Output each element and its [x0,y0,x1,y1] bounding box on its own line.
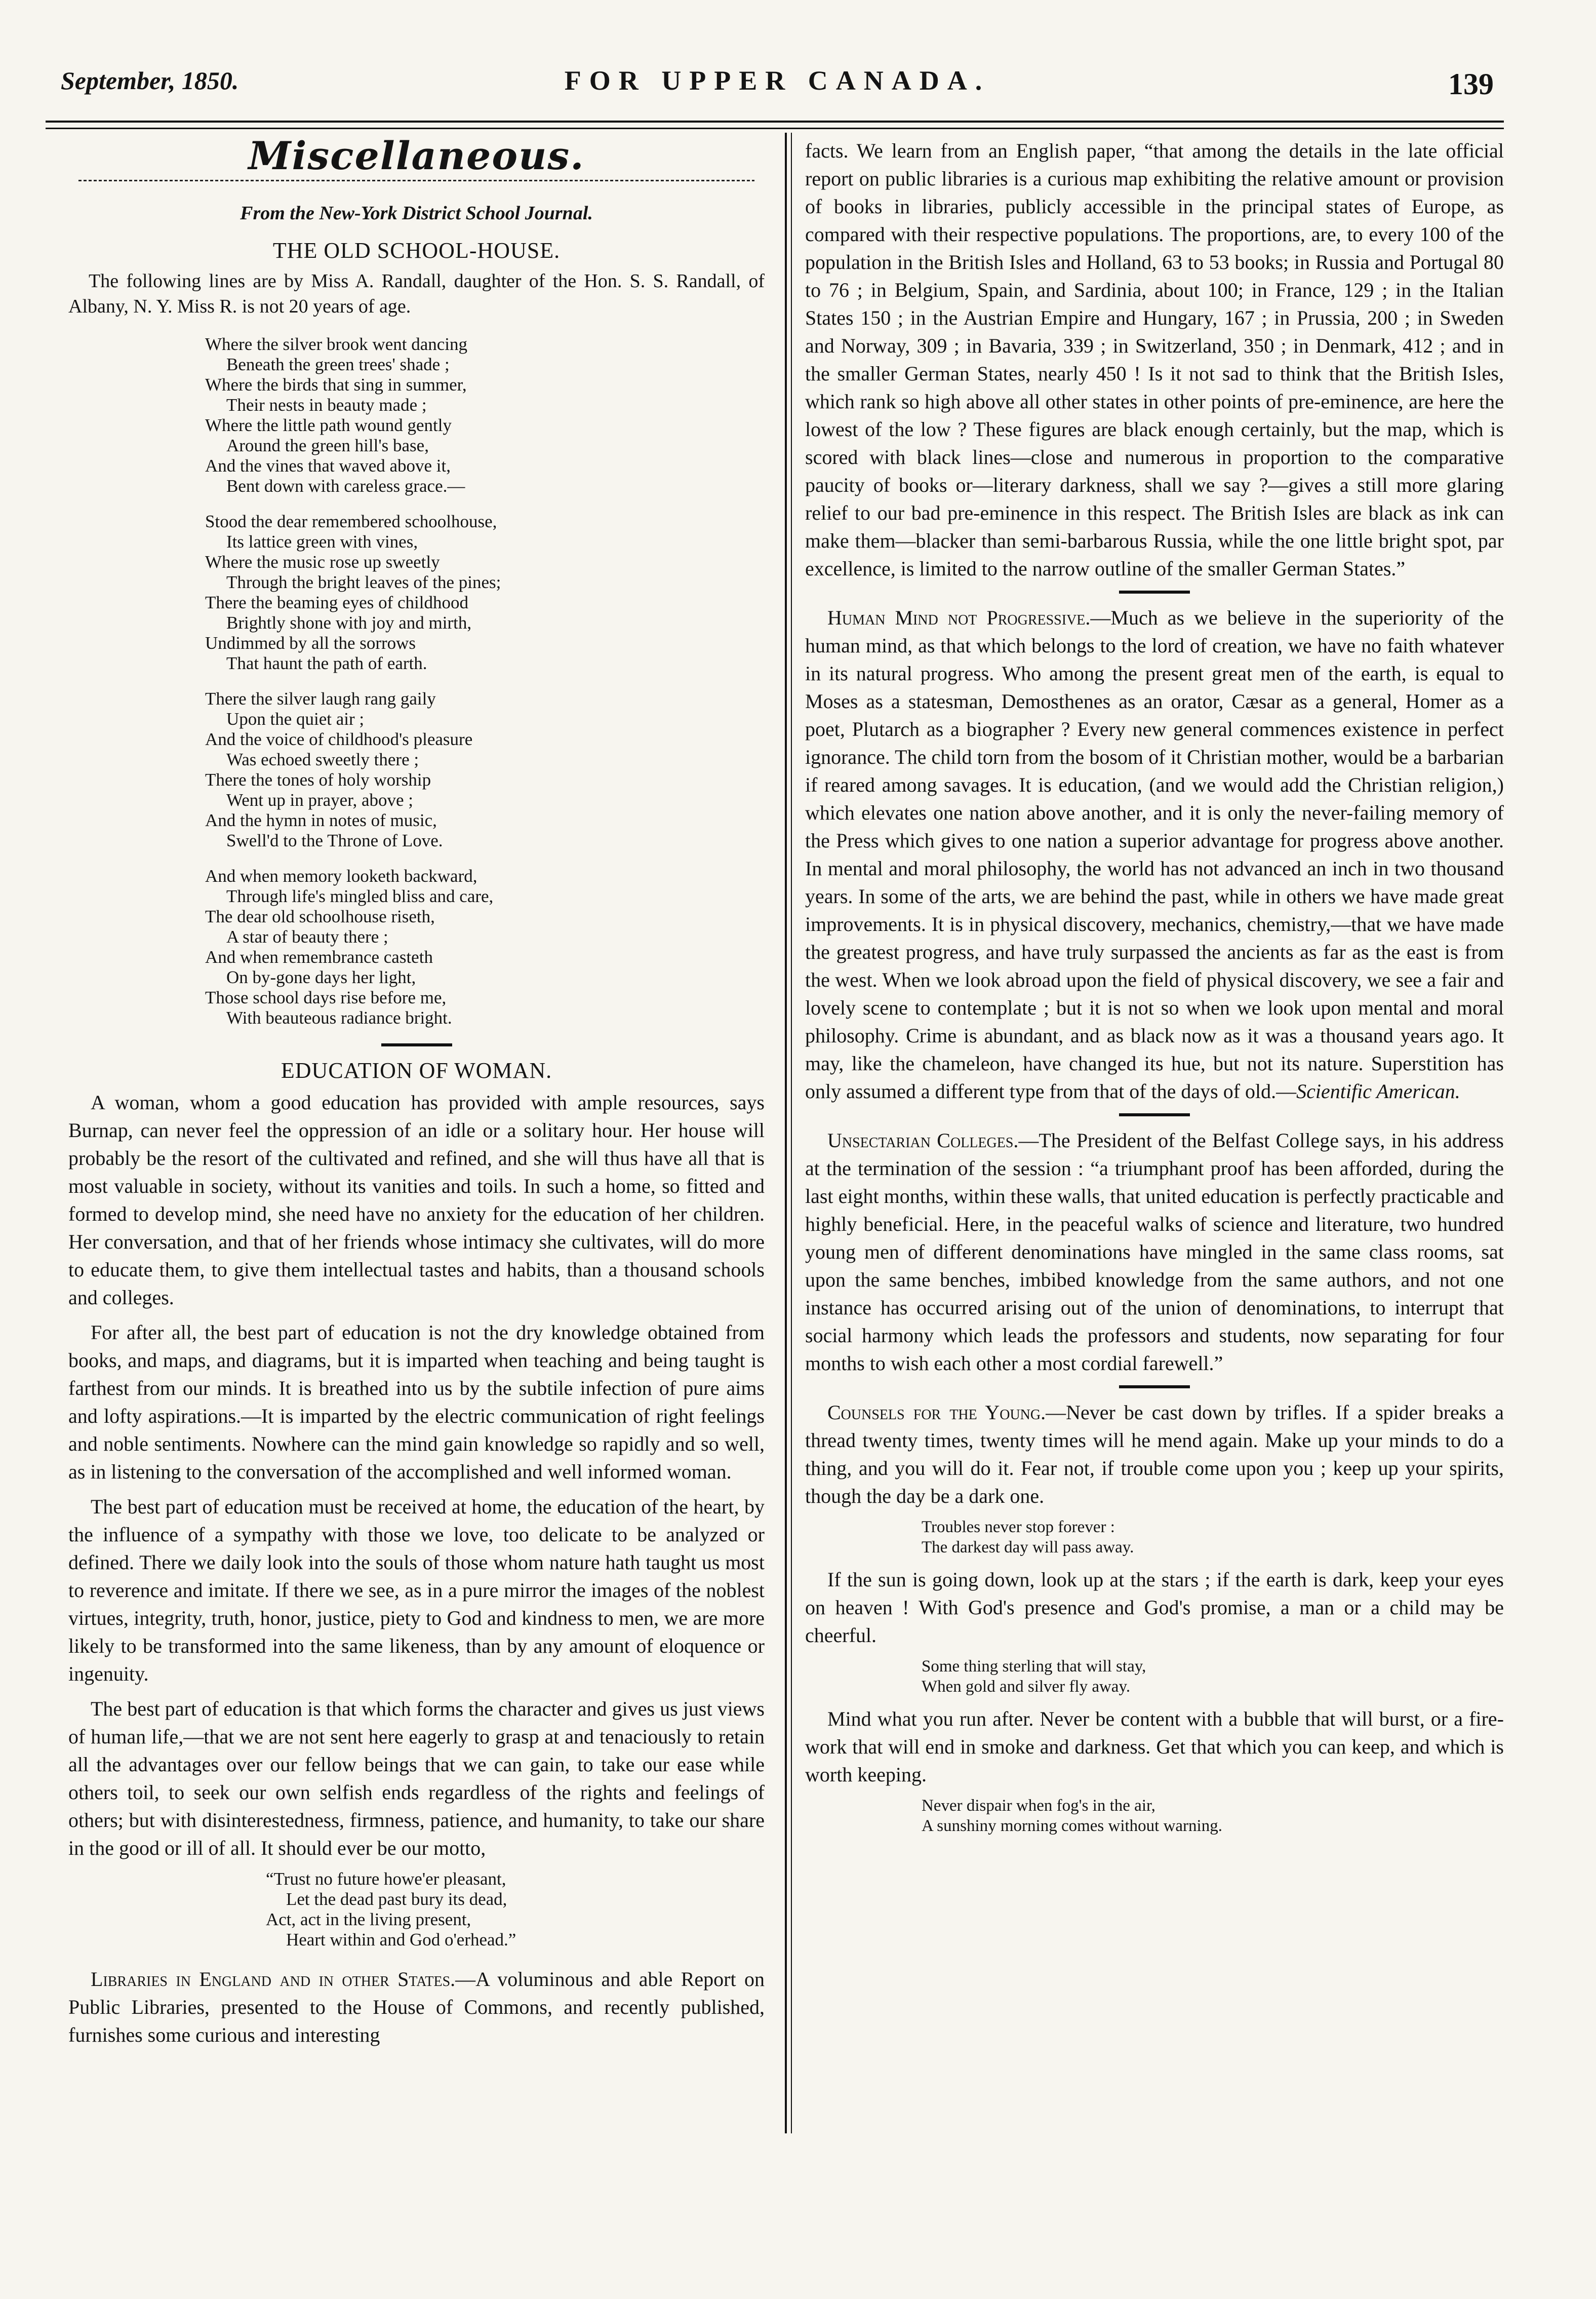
verse-line: Went up in prayer, above ; [226,790,413,810]
verse-line: Where the birds that sing in summer, [205,375,467,395]
libraries-text-left: —A voluminous and able Report on Public Libraries, presented to the House of Commons, and recently published, furnishes some curious and interesting [68,1968,765,2046]
human-mind-article [805,604,1504,1105]
counsels-p3: Mind what you run after. Never be content with a bubble that will burst, or a fire-work that will end in smoke and darkness. Get that which you can keep, and which is worth keeping. [805,1707,1504,1786]
poem-stanza [205,866,765,1028]
verse-line: Through life's mingled bliss and care, [226,886,494,906]
verse-line: Around the green hill's base, [226,436,429,455]
right-column [805,137,1504,1844]
article-divider [1119,1385,1190,1388]
poem-intro: The following lines are by Miss A. Randall, daughter of the Hon. S. S. Randall, of Albany, N. Y. Miss R. is not 20 years of age. [68,270,765,317]
unsectarian-lead: Unsectarian Colleges. [827,1129,1019,1152]
article-divider [1119,1113,1190,1116]
poem-stanza [205,512,765,674]
motto-verse [266,1869,765,1950]
unsectarian-article [805,1126,1504,1377]
verse-line: The darkest day will pass away. [922,1538,1134,1556]
unsectarian-text: —The President of the Belfast College says, in his address at the termination of the session : “a triumphant proof has been afforded, during the last eight months, within these walls, that united education is perfectly practicable and highly beneficial. Here, in the peaceful walks of science and literature, two hundred young men of different denominations have mingled in the same class rooms, sat upon the same benches, imbibed knowledge from the same authors, and not one instance has occurred arising out of the union of denominations, to interrupt that social harmony which leads the professors and students, now separating for four months to wish each other a most cordial farewell.” [805,1129,1504,1375]
counsels-p2: If the sun is going down, look up at the stars ; if the earth is dark, keep your eyes on heaven ! With God's presence and God's promise, a man or a child may be cheerful. [805,1568,1504,1647]
human-mind-text: —Much as we believe in the superiority of the human mind, as that which belongs to the lord of creation, we have no faith whatever in its natural progress. Who among the present great men of the earth, is equal to Moses as a statesman, Demosthenes as an orator, Cæsar as a general, Homer as a poet, Plutarch as a biographer ? Every new general commences existence in perfect ignorance. The child torn from the bosom of it Christian mother, would be a barbarian if reared among savages. It is education, (and we would add the Christian religion,) which elevates one nation above another, and it is only the never-failing memory of the Press which gives to one nation a superior advantage for progress above another. In mental and moral philosophy, the world has not advanced an inch in two thousand years. In some of the arts, we are behind the past, while in others we have made great improvements. It is in physical discovery, mechanics, chemistry,—that we have made the greatest progress, and have truly surpassed the ancients as far as the east is from the west. When we look abroad upon the field of physical discovery, we see a fair and lovely scene to contemplate ; but it is not so when we look upon mental and moral philosophy. Crime is abundant, and as black now as it was a thousand years ago. It may, like the chameleon, have changed its hue, but not its nature. Superstition has only assumed a different type from that of the days of old.— [805,606,1504,1103]
verse-line: And the hymn in notes of music, [205,810,437,830]
verse-line: Act, act in the living present, [266,1910,471,1929]
header-title: FOR UPPER CANADA. [564,65,990,96]
article-divider [381,1043,452,1046]
verse-line: There the silver laugh rang gaily [205,689,436,709]
poem-stanza [205,689,765,851]
verse-line: Let the dead past bury its dead, [286,1889,507,1909]
page-number: 139 [1448,67,1494,101]
human-mind-lead: Human Mind not Progressive. [827,606,1091,629]
section-heading: Miscellaneous. [248,133,585,178]
paragraph: The best part of education must be received at home, the education of the heart, by the influence of a sympathy with those we love, too delicate to be analyzed or defined. There we daily look into the souls of those whom nature hath taught us most to reverence and imitate. If there we see, as in a pure mirror the images of the noblest virtues, integrity, truth, honor, justice, piety to God and kindness to men, we are more likely to be transformed into the same likeness, than by any amount of eloquence or ingenuity. [68,1495,765,1685]
counsels-lead: Counsels for the Young. [827,1401,1046,1424]
paragraph: For after all, the best part of education is not the dry knowledge obtained from books, and maps, and diagrams, but it is imparted when teaching and being taught is farthest from our minds. It is breathed into us by the subtile infection of pure aims and lofty aspirations.—It is imparted by the electric communication of right feelings and noble sentiments. Nowhere can the mind gain knowledge so rapidly and so well, as in listening to the conversation of the accomplished and well informed woman. [68,1321,765,1483]
verse-line: Never dispair when fog's in the air, [922,1797,1155,1815]
verse-line: Where the music rose up sweetly [205,552,440,572]
verse-line: The dear old schoolhouse riseth, [205,907,435,926]
counsels-verse-2 [922,1656,1504,1697]
verse-line: Beneath the green trees' shade ; [226,355,450,374]
paragraph: A woman, whom a good education has provided with ample resources, says Burnap, can never feel the oppression of an idle or a solitary hour. Her house will probably be the resort of the cultivated and refined, and she will thus have all that is most valuable in society, without its vanities and toils. In such a home, so fitted and formed to develop mind, she need have no anxiety for the education of her children. Her conversation, and that of her friends whose intimacy she cultivates, will do more to educate them, to give them intellectual tastes and habits, than a thousand schools and colleges. [68,1091,765,1309]
article-divider [1119,591,1190,594]
libraries-lead: Libraries in England and in other States. [91,1968,456,1991]
verse-line: Where the silver brook went dancing [205,334,468,354]
verse-line: Stood the dear remembered schoolhouse, [205,512,497,531]
poem-stanzas [68,334,765,1028]
verse-line: Troubles never stop forever : [922,1518,1115,1536]
left-column [68,133,765,2056]
verse-line: On by-gone days her light, [226,967,416,987]
article-title-education-of-woman: EDUCATION OF WOMAN. [281,1058,552,1083]
verse-line: And when memory looketh backward, [205,866,477,886]
column-divider-secondary [791,133,792,2133]
header-rule-secondary [46,128,1504,129]
counsels-verse-1 [922,1517,1504,1557]
verse-line: Those school days rise before me, [205,988,447,1007]
header-date: September, 1850. [61,66,239,95]
verse-line: There the tones of holy worship [205,770,431,790]
verse-line: Where the little path wound gently [205,415,452,435]
counsels-article [805,1398,1504,1510]
verse-line: And when remembrance casteth [205,947,433,967]
article-source: From the New-York District School Journal. [240,203,593,224]
verse-line: When gold and silver fly away. [922,1678,1131,1696]
section-divider [78,180,754,181]
header-rule [46,121,1504,123]
article-title-old-schoolhouse: THE OLD SCHOOL-HOUSE. [272,238,561,263]
verse-line: With beauteous radiance bright. [226,1008,452,1028]
verse-line: Their nests in beauty made ; [226,395,427,415]
poem-stanza [205,334,765,496]
human-mind-attribution: Scientific American. [1296,1080,1460,1103]
verse-line: There the beaming eyes of childhood [205,593,468,612]
column-divider [785,133,787,2133]
verse-line: That haunt the path of earth. [226,653,427,673]
verse-line: Some thing sterling that will stay, [922,1657,1146,1675]
verse-line: Swell'd to the Throne of Love. [226,831,443,850]
verse-line: Upon the quiet air ; [226,709,365,729]
verse-line: A star of beauty there ; [226,927,388,947]
verse-line: Its lattice green with vines, [226,532,418,552]
counsels-p1: —Never be cast down by trifles. If a spider breaks a thread twenty times, twenty times will he mend again. Make up your minds to do a thing, and you will do it. Fear not, if trouble come upon you ; keep up your spirits, though the day be a dark one. [805,1401,1504,1507]
verse-line: Bent down with careless grace.— [226,476,465,496]
verse-line: Was echoed sweetly there ; [226,750,419,769]
verse-line: Through the bright leaves of the pines; [226,572,501,592]
libraries-text-right: facts. We learn from an English paper, “that among the details in the late official report on public libraries is a curious map exhibiting the relative amount or provision of books in libraries, publicly accessible in the principal states of Europe, as compared with their respective populations. The proportions, are, to every 100 of the population in the British Isles and Holland, 63 to 53 books; in Russia and Portugal 80 to 76 ; in Belgium, Spain, and Sardinia, about 100; in France, 129 ; in the Italian States 150 ; in the Austrian Empire and Hungary, 167 ; in Prussia, 200 ; in Sweden and Norway, 309 ; in Bavaria, 339 ; in Switzerland, 350 ; in Denmark, 412 ; and in the smaller German States, nearly 450 ! Is it not sad to think that the British Isles, which rank so high above all other states in other points of pre-eminence, are here the lowest of the low ? These figures are black enough certainly, but the map, which is scored with black lines—close and numerous in proportion to the comparative paucity of books or—literary darkness, shall we say ?—gives a still more glaring relief to our bad pre-eminence in this respect. The British Isles are black as ink can make them—blacker than semi-barbarous Russia, while the one little bright spot, par excellence, is limited to the narrow outline of the smaller German States.” [805,139,1504,580]
paragraph: The best part of education is that which forms the character and gives us just views of human life,—that we are not sent here eagerly to grasp at and tenaciously to retain all the advantages over our fellow beings that we can gain, to take our ease while others toil, to seek our own selfish ends regardless of the rights and feelings of others; but with disinterestedness, firmness, patience, and humanity, to take our share in the good or ill of all. It should ever be our motto, [68,1697,765,1859]
verse-line: And the vines that waved above it, [205,456,451,476]
verse-line: Brightly shone with joy and mirth, [226,613,472,633]
verse-line: And the voice of childhood's pleasure [205,729,473,749]
verse-line: Heart within and God o'erhead.” [286,1930,516,1950]
education-of-woman-body [68,1088,765,1862]
verse-line: Undimmed by all the sorrows [205,633,416,653]
verse-line: “Trust no future howe'er pleasant, [266,1869,506,1889]
libraries-article-start [68,1965,765,2049]
counsels-verse-3 [922,1796,1504,1836]
verse-line: A sunshiny morning comes without warning. [922,1817,1222,1835]
page-header [61,56,1494,116]
